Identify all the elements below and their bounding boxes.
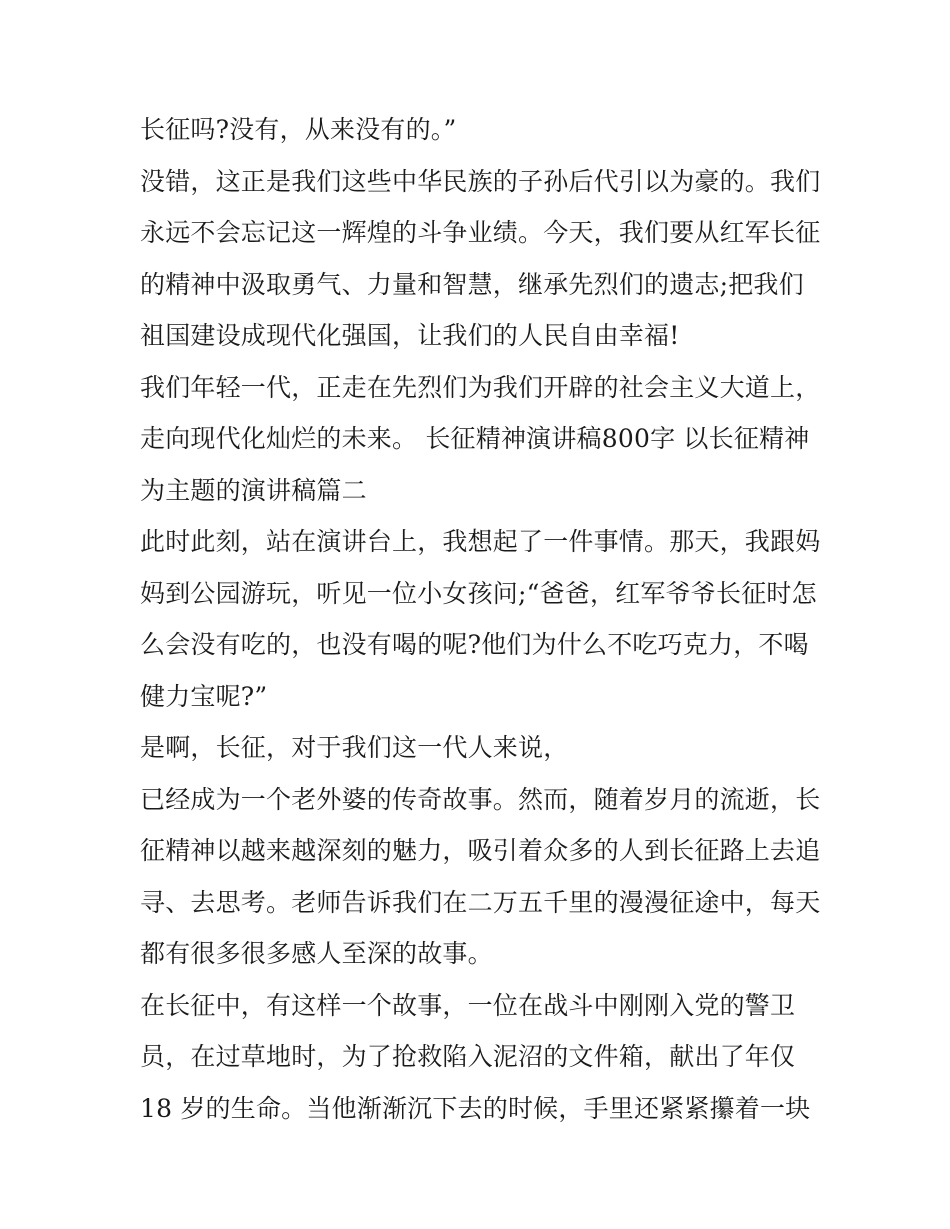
text-line: 已经成为一个老外婆的传奇故事。然而，随着岁月的流逝，长 <box>140 784 821 814</box>
text-line: 永远不会忘记这一辉煌的斗争业绩。今天，我们要从红军长征 <box>140 218 821 247</box>
text-line: 都有很多很多感人至深的故事。 <box>140 939 493 968</box>
text-line: 走向现代化灿烂的未来。 长征精神演讲稿800字 以长征精神 <box>140 424 810 453</box>
text-line: 此时此刻，站在演讲台上，我想起了一件事情。那天，我跟妈 <box>140 527 821 556</box>
text-line: 为主题的演讲稿篇二 <box>140 475 367 505</box>
text-line: 在长征中，有这样一个故事，一位在战斗中刚刚入党的警卫 <box>140 990 796 1020</box>
text-line: 祖国建设成现代化强国，让我们的人民自由幸福! <box>140 321 680 350</box>
text-line: 健力宝呢?” <box>140 681 268 711</box>
text-line: 长征吗?没有，从来没有的。” <box>140 115 457 144</box>
text-line: 是啊，长征，对于我们这一代人来说， <box>140 733 569 762</box>
text-line: 员，在过草地时，为了抢救陷入泥沼的文件箱，献出了年仅 <box>140 1042 796 1071</box>
text-line: 征精神以越来越深刻的魅力，吸引着众多的人到长征路上去追 <box>140 836 821 865</box>
text-line: 妈到公园游玩，听见一位小女孩问;“爸爸，红军爷爷长征时怎 <box>140 578 817 608</box>
document-body <box>140 104 830 1134</box>
text-line: 么会没有吃的，也没有喝的呢?他们为什么不吃巧克力，不喝 <box>140 630 809 659</box>
text-line: 没错，这正是我们这些中华民族的子孙后代引以为豪的。我们 <box>140 166 821 196</box>
text-line: 寻、去思考。老师告诉我们在二万五千里的漫漫征途中，每天 <box>140 887 821 917</box>
text-line: 18 岁的生命。当他渐渐沉下去的时候，手里还紧紧攥着一块 <box>140 1093 811 1123</box>
text-line: 我们年轻一代，正走在先烈们为我们开辟的社会主义大道上， <box>140 372 821 402</box>
text-line: 的精神中汲取勇气、力量和智慧，继承先烈们的遗志;把我们 <box>140 269 804 299</box>
